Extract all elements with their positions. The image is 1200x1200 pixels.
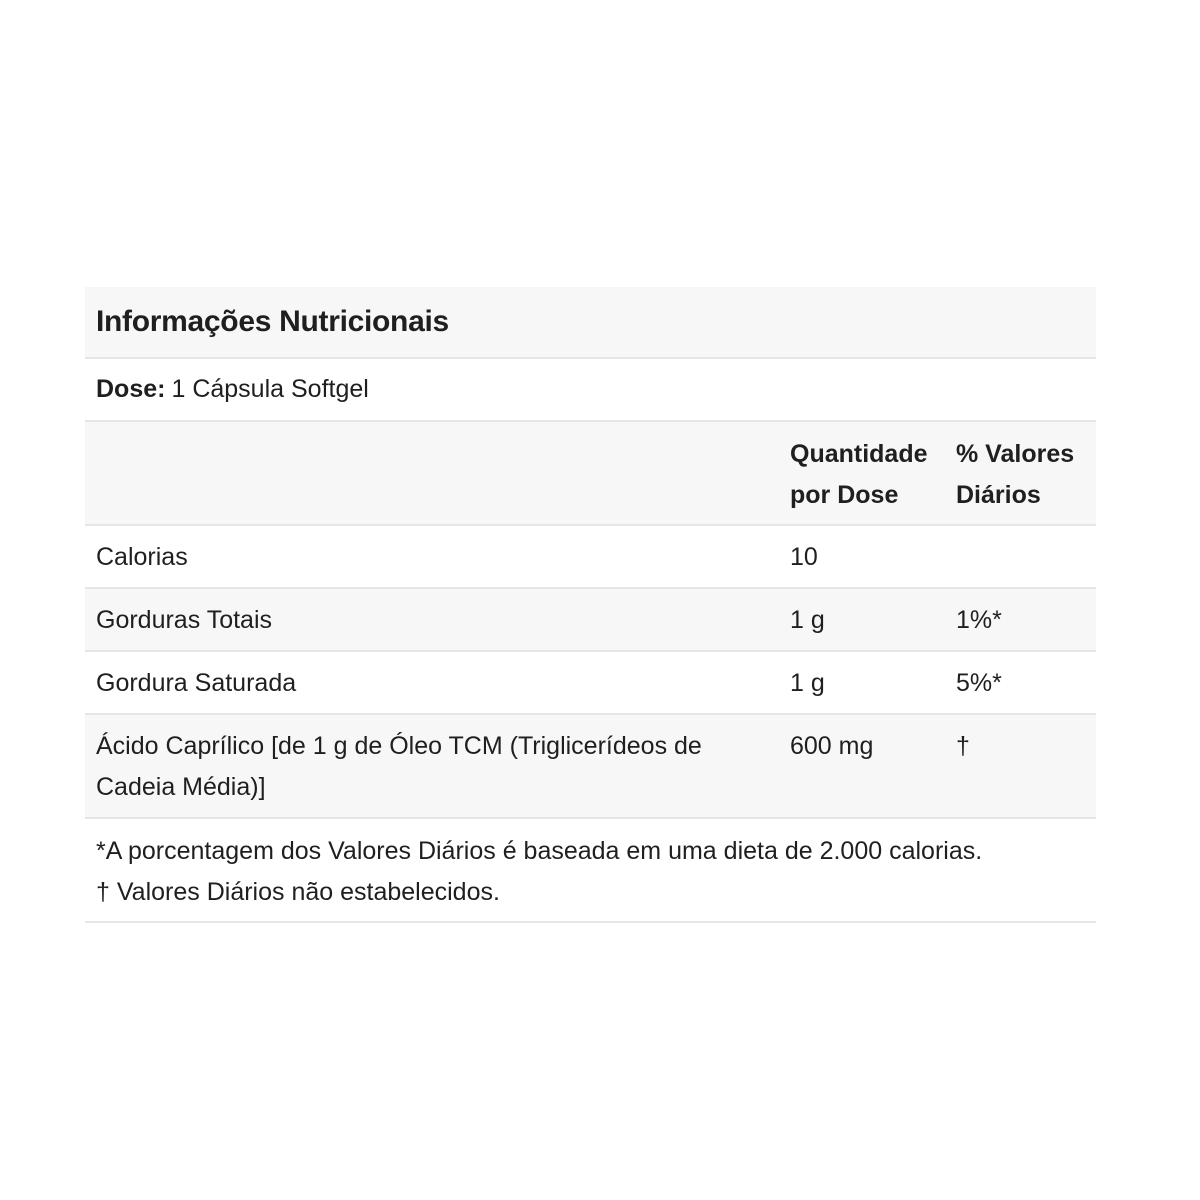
nutrition-facts-table: [85, 287, 1096, 923]
nutrient-amount: 1 g: [790, 669, 825, 697]
nutrient-name: Ácido Caprílico [de 1 g de Óleo TCM (Triglicerídeos de Cadeia Média)]: [96, 732, 702, 801]
table-row: [85, 589, 1096, 652]
column-header-nutrient: [85, 434, 779, 524]
footnotes: [85, 819, 1096, 923]
dose-value: 1 Cápsula Softgel: [171, 375, 369, 403]
nutrient-name: Gordura Saturada: [96, 669, 297, 697]
nutrient-amount: 600 mg: [790, 732, 874, 760]
table-title: Informações Nutricionais: [96, 305, 449, 338]
column-header-row: [85, 422, 1096, 526]
nutrient-amount: 1 g: [790, 606, 825, 634]
table-row: [85, 715, 1096, 819]
nutrient-amount: 10: [790, 543, 818, 571]
nutrient-name: Calorias: [96, 543, 188, 571]
column-header-daily-value: % Valores Diários: [956, 440, 1075, 509]
footnote-not-established: † Valores Diários não estabelecidos.: [96, 878, 500, 906]
nutrient-daily-value: 5%*: [956, 669, 1002, 697]
nutrient-daily-value: [945, 537, 1096, 587]
dose-row: [85, 359, 1096, 422]
table-row: [85, 652, 1096, 715]
footnote-daily-value: *A porcentagem dos Valores Diários é baseada em uma dieta de 2.000 calorias.: [96, 837, 983, 865]
nutrient-daily-value: †: [956, 732, 970, 760]
table-row: [85, 526, 1096, 589]
dose-label: Dose:: [96, 375, 166, 403]
nutrient-name: Gorduras Totais: [96, 606, 273, 634]
title-row: [85, 287, 1096, 359]
nutrient-daily-value: 1%*: [956, 606, 1002, 634]
column-header-amount: Quantidade por Dose: [790, 440, 928, 509]
